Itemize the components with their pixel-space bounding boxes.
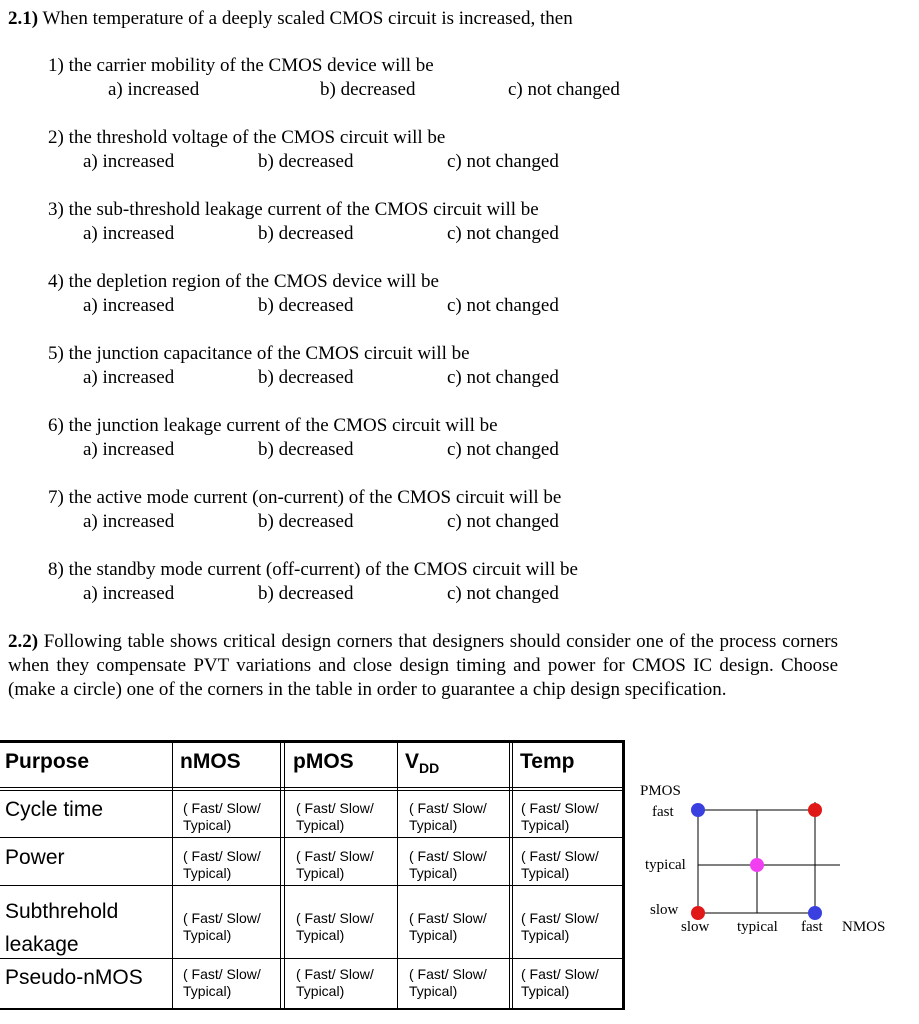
question-number: 2.1): [8, 8, 39, 29]
cell-text-line: ( Fast/ Slow/: [521, 966, 599, 982]
corner-choice-cell[interactable]: [183, 800, 261, 834]
cell-text-line: Typical): [521, 927, 570, 943]
option-c[interactable]: c) not changed: [447, 511, 559, 532]
cell-text-line: Typical): [183, 927, 232, 943]
cell-text-line: ( Fast/ Slow/: [521, 910, 599, 926]
row-label-power: Power: [5, 846, 65, 869]
header-purpose: Purpose: [5, 750, 90, 773]
row-label-cycle-time: Cycle time: [5, 798, 104, 821]
option-a[interactable]: a) increased: [108, 79, 200, 100]
corner-choice-cell[interactable]: [296, 966, 374, 1000]
option-b[interactable]: b) decreased: [258, 439, 354, 460]
table-divider: [0, 790, 625, 791]
option-c[interactable]: c) not changed: [447, 367, 559, 388]
question-item: 7) the active mode current (on-current) of the CMOS circuit will be: [48, 487, 562, 508]
option-a[interactable]: a) increased: [83, 367, 175, 388]
corner-choice-cell[interactable]: [521, 966, 599, 1000]
cell-text-line: Typical): [521, 865, 570, 881]
option-a[interactable]: a) increased: [83, 151, 175, 172]
corner-choice-cell[interactable]: [409, 966, 487, 1000]
option-c[interactable]: c) not changed: [447, 223, 559, 244]
option-b[interactable]: b) decreased: [320, 79, 416, 100]
diagram-y-fast: fast: [652, 804, 674, 820]
option-c[interactable]: c) not changed: [508, 79, 620, 100]
corner-fast-fast-dot: [808, 803, 822, 817]
question-item: 6) the junction leakage current of the CMOS circuit will be: [48, 415, 498, 436]
diagram-y-typical: typical: [645, 857, 686, 873]
diagram-pmos-label: PMOS: [640, 783, 681, 799]
table-border: [0, 740, 625, 743]
table-divider: [284, 740, 285, 1010]
header-vdd-subscript: DD: [419, 760, 440, 777]
corner-choice-cell[interactable]: [409, 848, 487, 882]
table-divider: [172, 740, 173, 1010]
table-divider: [0, 885, 625, 886]
question-body: Following table shows critical design corners that designers should consider one of the process corners when they compensate PVT variations and close design timing and power for CMOS IC design. Choose (make a circle) one of the corners in the table in order to guarantee a chip design specification.: [8, 631, 838, 700]
cell-text-line: Typical): [296, 927, 345, 943]
option-a[interactable]: a) increased: [83, 583, 175, 604]
cell-text-line: Typical): [183, 865, 232, 881]
header-nmos: nMOS: [180, 750, 241, 773]
cell-text-line: ( Fast/ Slow/: [409, 800, 487, 816]
question-2-1-title: [8, 8, 573, 30]
cell-text-line: ( Fast/ Slow/: [183, 800, 261, 816]
question-number: 2.2): [8, 631, 39, 652]
question-item: 2) the threshold voltage of the CMOS circuit will be: [48, 127, 446, 148]
diagram-y-slow: slow: [650, 902, 679, 918]
option-b[interactable]: b) decreased: [258, 583, 354, 604]
table-border: [0, 1008, 625, 1010]
row-label-pseudo-nmos: Pseudo-nMOS: [5, 966, 143, 989]
corner-choice-cell[interactable]: [521, 848, 599, 882]
table-divider: [0, 787, 625, 788]
cell-text-line: ( Fast/ Slow/: [183, 966, 261, 982]
option-b[interactable]: b) decreased: [258, 367, 354, 388]
cell-text-line: ( Fast/ Slow/: [296, 800, 374, 816]
table-divider: [0, 837, 625, 838]
option-c[interactable]: c) not changed: [447, 151, 559, 172]
cell-text-line: ( Fast/ Slow/: [296, 910, 374, 926]
corner-choice-cell[interactable]: [296, 910, 374, 944]
question-item: 8) the standby mode current (off-current) of the CMOS circuit will be: [48, 559, 578, 580]
table-divider: [397, 740, 398, 1010]
option-b[interactable]: b) decreased: [258, 223, 354, 244]
cell-text-line: ( Fast/ Slow/: [521, 848, 599, 864]
corner-choice-cell[interactable]: [409, 800, 487, 834]
table-divider: [280, 740, 281, 1010]
corner-choice-cell[interactable]: [183, 910, 261, 944]
option-a[interactable]: a) increased: [83, 295, 175, 316]
cell-text-line: Typical): [409, 865, 458, 881]
option-b[interactable]: b) decreased: [258, 151, 354, 172]
corner-typical-dot: [750, 858, 764, 872]
corner-slow-slow-dot: [691, 906, 705, 920]
corner-choice-cell[interactable]: [183, 966, 261, 1000]
cell-text-line: Typical): [409, 983, 458, 999]
header-pmos: pMOS: [293, 750, 354, 773]
diagram-x-typical: typical: [737, 919, 778, 935]
cell-text-line: Typical): [521, 817, 570, 833]
corner-slow-fast-dot: [808, 906, 822, 920]
cell-text-line: ( Fast/ Slow/: [183, 848, 261, 864]
option-c[interactable]: c) not changed: [447, 583, 559, 604]
cell-text-line: ( Fast/ Slow/: [296, 848, 374, 864]
table-divider: [512, 740, 513, 1010]
question-2-2-text: [8, 630, 838, 702]
option-c[interactable]: c) not changed: [447, 295, 559, 316]
question-item: 1) the carrier mobility of the CMOS device will be: [48, 55, 434, 76]
diagram-x-slow: slow: [681, 919, 710, 935]
option-b[interactable]: b) decreased: [258, 295, 354, 316]
design-corner-table: [0, 740, 625, 1010]
table-divider: [509, 740, 510, 1010]
corner-choice-cell[interactable]: [521, 910, 599, 944]
corner-choice-cell[interactable]: [296, 800, 374, 834]
corner-choice-cell[interactable]: [521, 800, 599, 834]
corner-fast-slow-dot: [691, 803, 705, 817]
cell-text-line: Typical): [296, 983, 345, 999]
question-item: 4) the depletion region of the CMOS device will be: [48, 271, 439, 292]
cell-text-line: Typical): [183, 983, 232, 999]
cell-text-line: ( Fast/ Slow/: [296, 966, 374, 982]
diagram-nmos-label: NMOS: [842, 919, 886, 935]
header-vdd: $V_{DD}$: [405, 750, 440, 777]
option-c[interactable]: c) not changed: [447, 439, 559, 460]
row-label-subthreshold-leakage: Subthrehold leakage: [5, 900, 119, 956]
cell-text-line: ( Fast/ Slow/: [409, 848, 487, 864]
question-text: When temperature of a deeply scaled CMOS circuit is increased, then: [38, 8, 573, 29]
cell-text-line: Typical): [409, 817, 458, 833]
cell-text-line: Typical): [296, 865, 345, 881]
option-b[interactable]: b) decreased: [258, 511, 354, 532]
cell-text-line: Typical): [521, 983, 570, 999]
cell-text-line: ( Fast/ Slow/: [409, 966, 487, 982]
cell-text-line: ( Fast/ Slow/: [183, 910, 261, 926]
corner-choice-cell[interactable]: [296, 848, 374, 882]
corner-choice-cell[interactable]: [409, 910, 487, 944]
corner-choice-cell[interactable]: [183, 848, 261, 882]
cell-text-line: Typical): [183, 817, 232, 833]
option-a[interactable]: a) increased: [83, 511, 175, 532]
option-a[interactable]: a) increased: [83, 223, 175, 244]
table-border: [622, 740, 625, 1010]
cell-text-line: Typical): [296, 817, 345, 833]
cell-text-line: ( Fast/ Slow/: [409, 910, 487, 926]
option-a[interactable]: a) increased: [83, 439, 175, 460]
cell-text-line: Typical): [409, 927, 458, 943]
cell-text-line: ( Fast/ Slow/: [521, 800, 599, 816]
header-temp: Temp: [520, 750, 575, 773]
question-item: 3) the sub-threshold leakage current of the CMOS circuit will be: [48, 199, 539, 220]
diagram-x-fast: fast: [801, 919, 823, 935]
question-item: 5) the junction capacitance of the CMOS circuit will be: [48, 343, 470, 364]
